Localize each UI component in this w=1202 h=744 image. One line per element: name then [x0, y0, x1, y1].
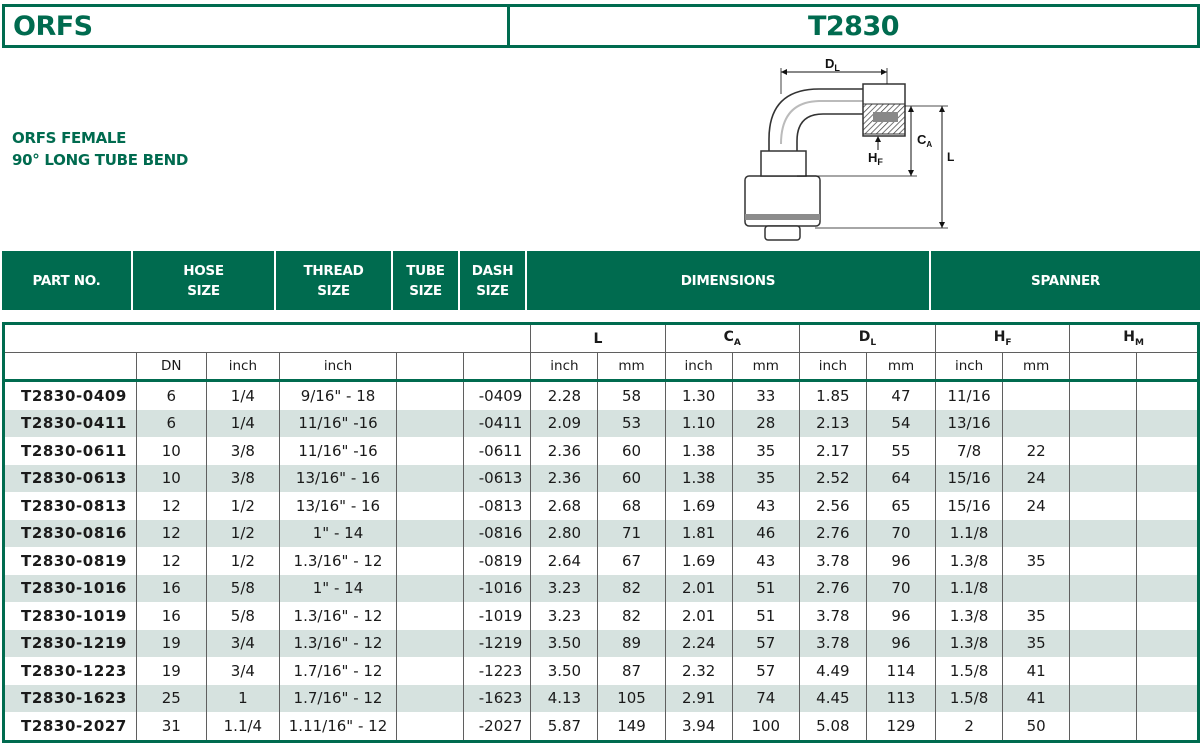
table-cell: 15/16	[936, 465, 1003, 493]
dash-size-cell: -0819	[464, 547, 531, 575]
table-cell: 129	[866, 712, 935, 740]
table-cell	[1070, 381, 1137, 410]
table-cell: 1.38	[665, 437, 732, 465]
part-number-cell: T2830-0613	[5, 465, 136, 493]
fitting-drawing	[735, 54, 955, 244]
unit-cell	[1070, 353, 1137, 381]
table-cell: 33	[732, 381, 799, 410]
table-cell: 1.69	[665, 547, 732, 575]
unit-cell: inch	[531, 353, 598, 381]
unit-cell: DN	[136, 353, 206, 381]
part-number-cell: T2830-0816	[5, 520, 136, 548]
table-cell: 82	[598, 602, 665, 630]
table-cell: 2.91	[665, 685, 732, 713]
table-cell: 2.80	[531, 520, 598, 548]
dash-size-cell: -0611	[464, 437, 531, 465]
unit-cell	[5, 353, 136, 381]
table-cell	[1003, 410, 1070, 438]
table-cell: 60	[598, 465, 665, 493]
table-cell: 28	[732, 410, 799, 438]
table-row	[5, 712, 1197, 740]
unit-cell: mm	[598, 353, 665, 381]
table-cell: 58	[598, 381, 665, 410]
table-cell: 1.1/8	[936, 520, 1003, 548]
table-cell: 2.64	[531, 547, 598, 575]
table-cell	[397, 712, 464, 740]
table-cell: 2.13	[799, 410, 866, 438]
table-cell	[1003, 520, 1070, 548]
table-cell: 3.78	[799, 602, 866, 630]
table-cell: 100	[732, 712, 799, 740]
product-description	[12, 127, 188, 171]
hf-label: $H_F$	[868, 150, 883, 167]
table-cell: 35	[732, 437, 799, 465]
dash-size-cell: -0816	[464, 520, 531, 548]
table-cell: 51	[732, 575, 799, 603]
table-cell: 1/4	[206, 381, 279, 410]
table-cell: 35	[732, 465, 799, 493]
table-cell: 1.38	[665, 465, 732, 493]
table-cell: 7/8	[936, 437, 1003, 465]
table-row	[5, 657, 1197, 685]
table-cell: 2.01	[665, 575, 732, 603]
table-cell: 96	[866, 547, 935, 575]
ca-label: $C_A$	[917, 132, 933, 149]
table-cell	[397, 602, 464, 630]
dash-size-cell: -1019	[464, 602, 531, 630]
table-cell: 5/8	[206, 602, 279, 630]
table-cell: 1.7/16" - 12	[279, 685, 396, 713]
table-cell: 1.3/8	[936, 630, 1003, 658]
table-cell: 35	[1003, 630, 1070, 658]
dash-size-cell: -1219	[464, 630, 531, 658]
unit-cell: mm	[1003, 353, 1070, 381]
table-cell: 74	[732, 685, 799, 713]
table-cell: 54	[866, 410, 935, 438]
dash-size-cell: -0613	[464, 465, 531, 493]
table-cell: 2	[936, 712, 1003, 740]
table-cell: 1/4	[206, 410, 279, 438]
table-cell: 13/16	[936, 410, 1003, 438]
table-cell: 41	[1003, 685, 1070, 713]
group-dl: $D_L$	[799, 325, 935, 353]
table-cell: 3.50	[531, 630, 598, 658]
dash-size-cell: -0813	[464, 492, 531, 520]
table-cell: 2.32	[665, 657, 732, 685]
table-cell: 3.23	[531, 602, 598, 630]
table-row	[5, 437, 1197, 465]
table-cell	[1070, 630, 1137, 658]
table-cell	[1137, 410, 1197, 438]
table-cell: 2.28	[531, 381, 598, 410]
unit-cell: inch	[206, 353, 279, 381]
unit-cell	[397, 353, 464, 381]
table-cell	[397, 575, 464, 603]
table-cell: 3.94	[665, 712, 732, 740]
dash-size-cell: -1623	[464, 685, 531, 713]
table-cell	[1137, 685, 1197, 713]
part-number-cell: T2830-0813	[5, 492, 136, 520]
table-row	[5, 685, 1197, 713]
table-cell: 50	[1003, 712, 1070, 740]
group-hm: $H_M$	[1070, 325, 1197, 353]
table-cell	[1070, 685, 1137, 713]
table-cell: 47	[866, 381, 935, 410]
table-cell: 57	[732, 630, 799, 658]
table-cell: 41	[1003, 657, 1070, 685]
family-title: ORFS	[2, 4, 510, 48]
table-cell: 57	[732, 657, 799, 685]
table-cell	[1137, 381, 1197, 410]
table-cell: 1.1/8	[936, 575, 1003, 603]
table-row	[5, 547, 1197, 575]
table-cell: 1.11/16" - 12	[279, 712, 396, 740]
table-row	[5, 465, 1197, 493]
table-cell: 60	[598, 437, 665, 465]
table-cell: 5.08	[799, 712, 866, 740]
table-cell: 12	[136, 547, 206, 575]
dash-size-cell: -1016	[464, 575, 531, 603]
table-cell: 1/2	[206, 520, 279, 548]
table-cell: 13/16" - 16	[279, 492, 396, 520]
part-number-cell: T2830-1223	[5, 657, 136, 685]
table-row	[5, 410, 1197, 438]
table-cell	[1070, 437, 1137, 465]
table-cell: 64	[866, 465, 935, 493]
table-cell: 3.50	[531, 657, 598, 685]
table-cell: 1.5/8	[936, 685, 1003, 713]
table-cell: 19	[136, 657, 206, 685]
table-cell: 2.76	[799, 575, 866, 603]
table-cell: 71	[598, 520, 665, 548]
unit-cell: mm	[866, 353, 935, 381]
table-row	[5, 630, 1197, 658]
table-cell: 3/8	[206, 437, 279, 465]
table-cell: 70	[866, 520, 935, 548]
table-cell: 12	[136, 520, 206, 548]
table-cell: 96	[866, 630, 935, 658]
table-cell	[1137, 575, 1197, 603]
table-cell: 11/16" -16	[279, 437, 396, 465]
table-row	[5, 520, 1197, 548]
table-cell: 12	[136, 492, 206, 520]
table-cell: 1.3/8	[936, 602, 1003, 630]
table-cell: 11/16" -16	[279, 410, 396, 438]
unit-cell: mm	[732, 353, 799, 381]
description-line-2: 90° LONG TUBE BEND	[12, 151, 189, 169]
table-cell: 1" - 14	[279, 520, 396, 548]
table-cell: 4.45	[799, 685, 866, 713]
table-row	[5, 492, 1197, 520]
table-cell: 2.52	[799, 465, 866, 493]
table-cell	[1070, 547, 1137, 575]
table-cell: 55	[866, 437, 935, 465]
table-cell: 2.36	[531, 437, 598, 465]
table-cell: 1.85	[799, 381, 866, 410]
table-cell: 35	[1003, 602, 1070, 630]
table-cell: 2.17	[799, 437, 866, 465]
table-cell: 1.3/8	[936, 547, 1003, 575]
table-cell: 1.30	[665, 381, 732, 410]
part-number-cell: T2830-0411	[5, 410, 136, 438]
table-cell: 11/16	[936, 381, 1003, 410]
table-cell: 96	[866, 602, 935, 630]
col-thread-size: THREAD SIZE	[276, 251, 393, 310]
table-cell: 149	[598, 712, 665, 740]
table-cell	[397, 685, 464, 713]
group-header-row	[5, 325, 1197, 353]
col-hose-size: HOSE SIZE	[133, 251, 276, 310]
table-cell	[397, 657, 464, 685]
table-row	[5, 381, 1197, 410]
unit-cell	[464, 353, 531, 381]
table-cell: 2.24	[665, 630, 732, 658]
table-cell: 43	[732, 547, 799, 575]
table-cell	[1070, 520, 1137, 548]
unit-cell: inch	[936, 353, 1003, 381]
part-number-cell: T2830-1016	[5, 575, 136, 603]
table-cell: 24	[1003, 492, 1070, 520]
part-number-cell: T2830-0819	[5, 547, 136, 575]
table-row	[5, 602, 1197, 630]
table-cell: 35	[1003, 547, 1070, 575]
table-cell	[397, 520, 464, 548]
table-cell	[1137, 520, 1197, 548]
table-cell: 1" - 14	[279, 575, 396, 603]
table-cell	[1137, 602, 1197, 630]
table-cell: 3.78	[799, 547, 866, 575]
col-tube-size: TUBE SIZE	[393, 251, 460, 310]
l-label: L	[947, 150, 955, 164]
unit-cell: inch	[799, 353, 866, 381]
table-cell: 1	[206, 685, 279, 713]
part-number-cell: T2830-1623	[5, 685, 136, 713]
table-cell	[1070, 410, 1137, 438]
table-cell: 113	[866, 685, 935, 713]
table-cell: 10	[136, 465, 206, 493]
table-cell: 1/2	[206, 492, 279, 520]
dash-size-cell: -1223	[464, 657, 531, 685]
table-cell: 1.69	[665, 492, 732, 520]
table-cell: 15/16	[936, 492, 1003, 520]
table-cell	[397, 492, 464, 520]
table-cell	[1070, 492, 1137, 520]
table-cell: 13/16" - 16	[279, 465, 396, 493]
table-cell: 19	[136, 630, 206, 658]
table-cell: 43	[732, 492, 799, 520]
table-cell: 70	[866, 575, 935, 603]
table-cell	[1070, 465, 1137, 493]
part-number-cell: T2830-0611	[5, 437, 136, 465]
table-cell: 2.36	[531, 465, 598, 493]
table-cell	[1070, 602, 1137, 630]
part-number-cell: T2830-1219	[5, 630, 136, 658]
table-cell	[397, 465, 464, 493]
table-cell	[397, 437, 464, 465]
table-cell: 3.23	[531, 575, 598, 603]
table-cell	[397, 630, 464, 658]
unit-cell	[1137, 353, 1197, 381]
table-cell: 105	[598, 685, 665, 713]
col-part-no: PART NO.	[2, 251, 133, 310]
table-cell	[397, 381, 464, 410]
table-cell: 1.7/16" - 12	[279, 657, 396, 685]
table-cell	[397, 410, 464, 438]
table-cell: 1.1/4	[206, 712, 279, 740]
part-number-cell: T2830-1019	[5, 602, 136, 630]
table-cell: 89	[598, 630, 665, 658]
table-cell: 87	[598, 657, 665, 685]
table-cell: 2.01	[665, 602, 732, 630]
table-cell: 9/16" - 18	[279, 381, 396, 410]
table-cell: 1.3/16" - 12	[279, 547, 396, 575]
table-cell: 1.5/8	[936, 657, 1003, 685]
table-cell: 68	[598, 492, 665, 520]
dash-size-cell: -0409	[464, 381, 531, 410]
table-cell: 3/4	[206, 657, 279, 685]
table-cell	[1137, 437, 1197, 465]
table-cell	[1070, 575, 1137, 603]
table-cell: 2.56	[799, 492, 866, 520]
group-ca: $C_A$	[665, 325, 799, 353]
table-cell: 16	[136, 575, 206, 603]
parts-table	[2, 322, 1200, 743]
table-cell	[1003, 381, 1070, 410]
table-cell: 53	[598, 410, 665, 438]
table-cell	[397, 547, 464, 575]
table-cell: 46	[732, 520, 799, 548]
table-cell: 6	[136, 410, 206, 438]
table-cell: 31	[136, 712, 206, 740]
table-cell	[1137, 492, 1197, 520]
table-cell	[1137, 465, 1197, 493]
group-l: L	[531, 325, 665, 353]
table-cell: 114	[866, 657, 935, 685]
description-line-1: ORFS FEMALE	[12, 129, 127, 147]
series-title: T2830	[510, 4, 1200, 48]
table-cell: 5.87	[531, 712, 598, 740]
table-cell: 1.3/16" - 12	[279, 630, 396, 658]
table-cell: 5/8	[206, 575, 279, 603]
table-cell: 22	[1003, 437, 1070, 465]
table-cell: 10	[136, 437, 206, 465]
part-number-cell: T2830-0409	[5, 381, 136, 410]
unit-cell: inch	[665, 353, 732, 381]
table-cell	[1070, 712, 1137, 740]
table-cell: 1.10	[665, 410, 732, 438]
table-header-band	[2, 251, 1200, 310]
table-cell: 4.13	[531, 685, 598, 713]
table-cell: 67	[598, 547, 665, 575]
table-cell: 82	[598, 575, 665, 603]
table-cell: 3.78	[799, 630, 866, 658]
table-cell	[1070, 657, 1137, 685]
table-cell: 1.81	[665, 520, 732, 548]
table-cell: 3/4	[206, 630, 279, 658]
table-cell	[1003, 575, 1070, 603]
units-row	[5, 353, 1197, 381]
part-number-cell: T2830-2027	[5, 712, 136, 740]
table-cell	[1137, 630, 1197, 658]
col-dimensions: DIMENSIONS	[527, 251, 931, 310]
table-cell: 1/2	[206, 547, 279, 575]
table-cell: 2.09	[531, 410, 598, 438]
table-cell: 25	[136, 685, 206, 713]
table-cell: 2.76	[799, 520, 866, 548]
table-cell	[1137, 547, 1197, 575]
table-cell: 3/8	[206, 465, 279, 493]
table-cell: 24	[1003, 465, 1070, 493]
dash-size-cell: -0411	[464, 410, 531, 438]
table-cell: 6	[136, 381, 206, 410]
table-cell	[1137, 657, 1197, 685]
table-cell: 51	[732, 602, 799, 630]
table-cell: 4.49	[799, 657, 866, 685]
group-hf: $H_F$	[936, 325, 1070, 353]
col-spanner: SPANNER	[1031, 272, 1100, 289]
blank-group-cell	[5, 325, 531, 353]
table-cell: 16	[136, 602, 206, 630]
table-cell: 65	[866, 492, 935, 520]
table-row	[5, 575, 1197, 603]
table-cell: 1.3/16" - 12	[279, 602, 396, 630]
table-cell: 2.68	[531, 492, 598, 520]
table-cell	[1137, 712, 1197, 740]
col-dash-size: DASH SIZE	[460, 251, 527, 310]
dl-label: $D_L$	[825, 56, 840, 73]
unit-cell: inch	[279, 353, 396, 381]
dash-size-cell: -2027	[464, 712, 531, 740]
